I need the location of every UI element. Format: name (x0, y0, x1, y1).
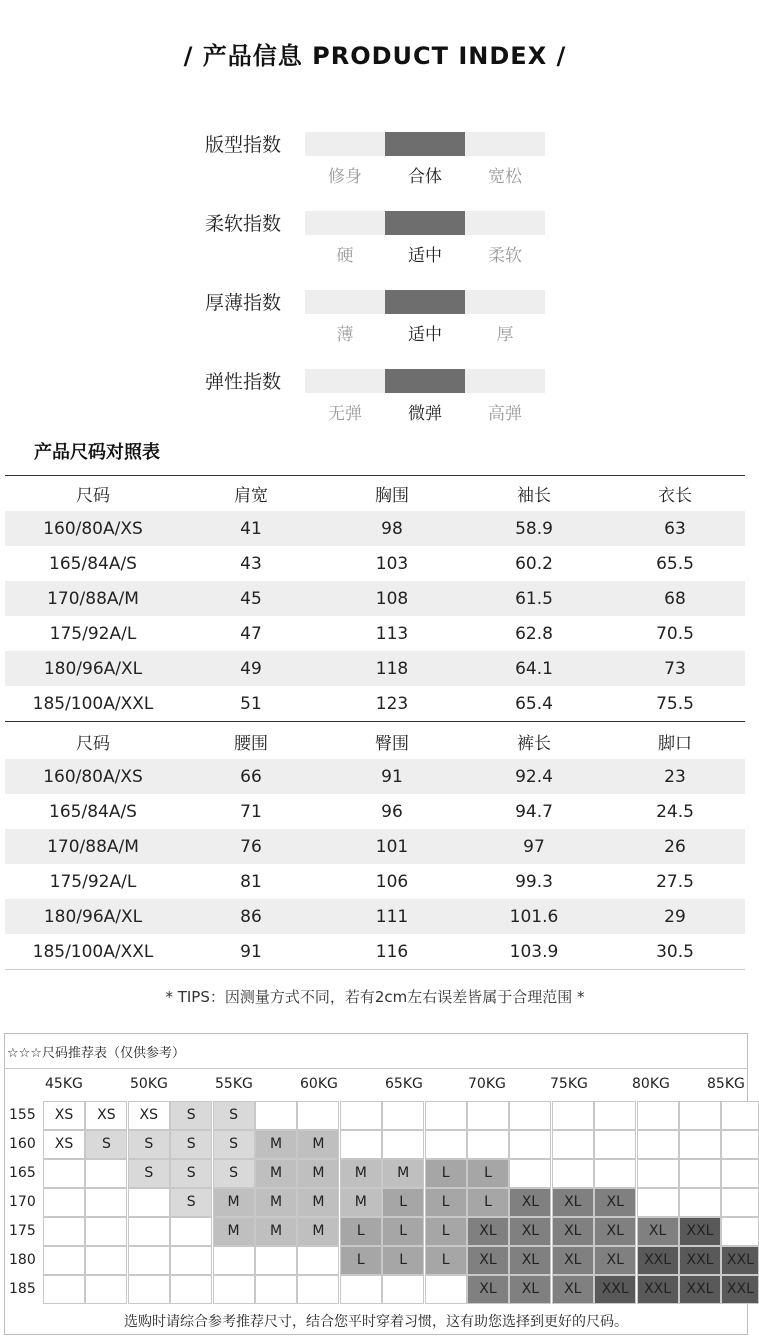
size-cell: XL (552, 1275, 594, 1304)
height-label: 170 (9, 1194, 36, 1210)
size-cell (170, 1246, 212, 1275)
weight-label: 55KG (215, 1076, 253, 1092)
recommend-title-divider (5, 1068, 747, 1069)
size-cell: XS (43, 1101, 85, 1130)
height-label: 155 (9, 1107, 36, 1123)
index-option: 无弹 (328, 404, 362, 424)
size-cell: XL (594, 1217, 636, 1246)
size-cell (255, 1275, 297, 1304)
table-cell: 113 (375, 623, 409, 644)
table-cell: 73 (605, 651, 745, 686)
table-cell: 170/88A/M (5, 581, 181, 616)
column-header: 衣长 (658, 486, 692, 506)
size-cell: XL (467, 1246, 509, 1275)
size-cell: XXL (679, 1217, 721, 1246)
size-cell: S (213, 1130, 255, 1159)
size-cell: XL (552, 1217, 594, 1246)
weight-label: 75KG (550, 1076, 588, 1092)
size-cell (170, 1217, 212, 1246)
page-title: / 产品信息 PRODUCT INDEX / (183, 42, 567, 70)
table-cell: 175/92A/L (49, 871, 137, 892)
table-row (5, 651, 745, 686)
size-cell: XL (552, 1188, 594, 1217)
table-cell: 23 (605, 759, 745, 794)
table-cell: 71 (240, 801, 262, 822)
size-cell: XL (552, 1246, 594, 1275)
size-cell (297, 1246, 339, 1275)
table-cell: 81 (240, 871, 262, 892)
size-cell (552, 1159, 594, 1188)
table-cell: 43 (240, 553, 262, 574)
size-cell (382, 1275, 424, 1304)
table-cell: 185/100A/XXL (32, 693, 154, 714)
size-cell (509, 1130, 551, 1159)
size-cell (721, 1130, 759, 1159)
table-cell: 106 (375, 871, 409, 892)
table-cell: 68 (605, 581, 745, 616)
table-cell: 116 (375, 941, 409, 962)
size-cell: XL (509, 1188, 551, 1217)
table-cell: 118 (321, 651, 463, 686)
size-cell (679, 1188, 721, 1217)
index-scale-bar (305, 211, 545, 235)
table-cell: 61.5 (463, 581, 605, 616)
height-label: 180 (9, 1252, 36, 1268)
size-cell (552, 1101, 594, 1130)
size-cell: S (170, 1101, 212, 1130)
size-cell: S (85, 1130, 127, 1159)
size-cell: S (170, 1159, 212, 1188)
index-label: 厚薄指数 (205, 292, 282, 314)
size-cell: XS (85, 1101, 127, 1130)
size-cell (637, 1188, 679, 1217)
index-option: 薄 (336, 325, 354, 345)
index-option: 柔软 (488, 246, 522, 266)
table-cell: 160/80A/XS (5, 759, 181, 794)
size-cell (43, 1217, 85, 1246)
index-option: 微弹 (408, 404, 442, 424)
size-cell: M (297, 1130, 339, 1159)
weight-label: 65KG (385, 1076, 423, 1092)
size-cell: M (213, 1188, 255, 1217)
index-option: 厚 (496, 325, 514, 345)
size-cell: M (255, 1130, 297, 1159)
table-cell: 26 (605, 829, 745, 864)
size-cell: XL (637, 1217, 679, 1246)
size-cell: L (467, 1188, 509, 1217)
height-label: 160 (9, 1136, 36, 1152)
height-label: 175 (9, 1223, 36, 1239)
size-cell: XL (594, 1188, 636, 1217)
size-cell (382, 1101, 424, 1130)
size-cell: XXL (679, 1275, 721, 1304)
size-cell (425, 1275, 467, 1304)
table-cell: 175/92A/L (49, 623, 137, 644)
size-cell (382, 1130, 424, 1159)
size-cell: M (297, 1159, 339, 1188)
size-cell: M (255, 1159, 297, 1188)
table-cell: 165/84A/S (49, 553, 137, 574)
size-cell (425, 1101, 467, 1130)
table-cell: 24.5 (656, 801, 694, 822)
height-label: 185 (9, 1281, 36, 1297)
table-cell: 66 (181, 759, 321, 794)
table-cell: 185/100A/XXL (32, 941, 154, 962)
table-row (5, 759, 745, 794)
size-recommend-chart (4, 1033, 754, 1335)
size-cell: S (213, 1159, 255, 1188)
size-cell: XL (467, 1217, 509, 1246)
size-cell (679, 1130, 721, 1159)
size-cell: XL (467, 1275, 509, 1304)
table-cell: 65.4 (515, 693, 553, 714)
size-cell (340, 1130, 382, 1159)
table-cell: 123 (375, 693, 409, 714)
size-cell: L (382, 1217, 424, 1246)
size-cell (85, 1159, 127, 1188)
index-label: 弹性指数 (205, 371, 282, 393)
size-cell (552, 1130, 594, 1159)
table-cell: 165/84A/S (49, 801, 137, 822)
column-header: 脚口 (658, 734, 692, 754)
index-option: 合体 (408, 167, 442, 187)
column-header: 裤长 (517, 734, 551, 754)
size-cell (128, 1246, 170, 1275)
table-cell: 86 (181, 899, 321, 934)
weight-label: 50KG (130, 1076, 168, 1092)
size-cell: L (382, 1188, 424, 1217)
size-cell: M (297, 1188, 339, 1217)
index-row (0, 209, 750, 289)
index-option: 硬 (336, 246, 354, 266)
table-row (5, 616, 745, 651)
index-active-segment (385, 211, 465, 235)
size-cell: M (297, 1217, 339, 1246)
column-header: 尺码 (76, 486, 110, 506)
size-cell: S (213, 1101, 255, 1130)
height-label: 165 (9, 1165, 36, 1181)
table-cell: 70.5 (656, 623, 694, 644)
table2-bottom-rule (5, 969, 745, 970)
weight-label: 45KG (45, 1076, 83, 1092)
table-cell: 27.5 (656, 871, 694, 892)
recommend-title: ☆☆☆尺码推荐表（仅供参考） (7, 1046, 185, 1061)
table-cell: 101.6 (463, 899, 605, 934)
size-cell (340, 1101, 382, 1130)
size-cell: XS (128, 1101, 170, 1130)
size-cell (721, 1101, 759, 1130)
index-option: 宽松 (488, 167, 522, 187)
table-divider-rule (5, 721, 745, 722)
size-cell (213, 1246, 255, 1275)
tips-text: * TIPS：因测量方式不同，若有2cm左右误差皆属于合理范围 * (165, 988, 585, 1006)
table-row (5, 899, 745, 934)
index-active-segment (385, 290, 465, 314)
table-row (5, 864, 745, 899)
size-cell (85, 1246, 127, 1275)
size-cell (721, 1188, 759, 1217)
size-cell: XXL (679, 1246, 721, 1275)
table-cell: 64.1 (463, 651, 605, 686)
weight-label: 60KG (300, 1076, 338, 1092)
size-cell (467, 1130, 509, 1159)
index-label: 版型指数 (205, 134, 282, 156)
column-header: 腰围 (234, 734, 268, 754)
size-cell: S (170, 1130, 212, 1159)
table-cell: 170/88A/M (5, 829, 181, 864)
size-cell (85, 1275, 127, 1304)
size-cell (213, 1275, 255, 1304)
index-row (0, 130, 750, 210)
table-cell: 101 (321, 829, 463, 864)
table-cell: 98 (321, 511, 463, 546)
size-cell: S (170, 1188, 212, 1217)
size-cell (43, 1188, 85, 1217)
size-cell (467, 1101, 509, 1130)
size-cell: L (425, 1246, 467, 1275)
size-cell: M (255, 1217, 297, 1246)
table-cell: 111 (321, 899, 463, 934)
table-cell: 41 (181, 511, 321, 546)
size-cell (594, 1130, 636, 1159)
column-header: 胸围 (375, 486, 409, 506)
size-cell: L (425, 1217, 467, 1246)
index-scale-bar (305, 369, 545, 393)
table-cell: 108 (321, 581, 463, 616)
table-cell: 29 (605, 899, 745, 934)
size-cell (255, 1246, 297, 1275)
size-cell (721, 1217, 759, 1246)
weight-label: 70KG (468, 1076, 506, 1092)
table-cell: 96 (381, 801, 403, 822)
size-cell: M (340, 1188, 382, 1217)
table-cell: 62.8 (515, 623, 553, 644)
index-active-segment (385, 132, 465, 156)
size-cell (594, 1101, 636, 1130)
size-cell: XL (509, 1275, 551, 1304)
size-cell (255, 1101, 297, 1130)
index-option: 适中 (408, 246, 442, 266)
size-cell (85, 1188, 127, 1217)
index-scale-bar (305, 290, 545, 314)
size-table-title: 产品尺码对照表 (34, 442, 160, 463)
table-row (5, 934, 745, 969)
size-cell: L (382, 1246, 424, 1275)
size-cell (43, 1275, 85, 1304)
table-cell: 99.3 (515, 871, 553, 892)
size-cell (679, 1159, 721, 1188)
table-header-row (5, 476, 745, 511)
size-cell: L (425, 1188, 467, 1217)
index-option: 适中 (408, 325, 442, 345)
size-cell (637, 1130, 679, 1159)
table-row (5, 794, 745, 829)
size-cell (128, 1275, 170, 1304)
size-cell: L (425, 1159, 467, 1188)
size-cell (679, 1101, 721, 1130)
index-option: 修身 (328, 167, 362, 187)
size-cell: L (467, 1159, 509, 1188)
size-cell: XXL (721, 1246, 759, 1275)
table-cell: 75.5 (656, 693, 694, 714)
size-cell: XXL (594, 1275, 636, 1304)
size-cell: XL (509, 1217, 551, 1246)
table-cell: 97 (463, 829, 605, 864)
size-cell (297, 1101, 339, 1130)
size-cell: XXL (637, 1246, 679, 1275)
table-cell: 103.9 (509, 941, 559, 962)
table-header-row (5, 724, 745, 759)
table-cell: 51 (240, 693, 262, 714)
size-cell (297, 1275, 339, 1304)
size-cell (509, 1101, 551, 1130)
table-cell: 180/96A/XL (5, 651, 181, 686)
table-row (5, 511, 745, 546)
weight-label: 85KG (707, 1076, 745, 1092)
size-cell (43, 1159, 85, 1188)
size-cell (594, 1159, 636, 1188)
size-cell: M (255, 1188, 297, 1217)
size-cell (637, 1101, 679, 1130)
size-cell: S (128, 1159, 170, 1188)
index-scale-bar (305, 132, 545, 156)
size-table-top (5, 476, 745, 721)
size-cell (509, 1159, 551, 1188)
table-cell: 60.2 (515, 553, 553, 574)
index-option: 高弹 (488, 404, 522, 424)
table-row (5, 581, 745, 616)
size-cell (85, 1217, 127, 1246)
table-row (5, 686, 745, 721)
recommend-note: 选购时请综合参考推荐尺寸，结合您平时穿着习惯，这有助您选择到更好的尺码。 (124, 1314, 628, 1330)
size-cell: XS (43, 1130, 85, 1159)
size-cell (128, 1217, 170, 1246)
size-cell (340, 1275, 382, 1304)
column-header: 袖长 (517, 486, 551, 506)
size-table-bottom (5, 724, 745, 969)
column-header: 尺码 (76, 734, 110, 754)
size-cell: XXL (721, 1275, 759, 1304)
index-active-segment (385, 369, 465, 393)
size-cell: M (382, 1159, 424, 1188)
size-cell: M (213, 1217, 255, 1246)
table-cell: 63 (605, 511, 745, 546)
table-cell: 92.4 (463, 759, 605, 794)
size-cell (170, 1275, 212, 1304)
table-cell: 49 (181, 651, 321, 686)
index-row (0, 367, 750, 447)
table-cell: 65.5 (656, 553, 694, 574)
weight-label: 80KG (632, 1076, 670, 1092)
size-cell: L (340, 1217, 382, 1246)
size-cell (43, 1246, 85, 1275)
table-cell: 58.9 (463, 511, 605, 546)
table-cell: 91 (240, 941, 262, 962)
table-cell: 94.7 (515, 801, 553, 822)
table-cell: 180/96A/XL (5, 899, 181, 934)
size-cell (425, 1130, 467, 1159)
table-cell: 76 (181, 829, 321, 864)
column-header: 肩宽 (234, 486, 268, 506)
table-cell: 91 (321, 759, 463, 794)
size-cell: XL (509, 1246, 551, 1275)
index-label: 柔软指数 (205, 213, 282, 235)
table-cell: 30.5 (656, 941, 694, 962)
table-row (5, 829, 745, 864)
table-cell: 45 (181, 581, 321, 616)
size-cell: L (340, 1246, 382, 1275)
size-cell (721, 1159, 759, 1188)
table-cell: 103 (375, 553, 409, 574)
size-cell (637, 1159, 679, 1188)
table-cell: 160/80A/XS (5, 511, 181, 546)
index-row (0, 288, 750, 368)
size-cell: S (128, 1130, 170, 1159)
table-cell: 47 (240, 623, 262, 644)
size-cell: XL (594, 1246, 636, 1275)
size-cell: M (340, 1159, 382, 1188)
column-header: 臀围 (375, 734, 409, 754)
size-cell: XXL (637, 1275, 679, 1304)
size-cell (128, 1188, 170, 1217)
table-row (5, 546, 745, 581)
